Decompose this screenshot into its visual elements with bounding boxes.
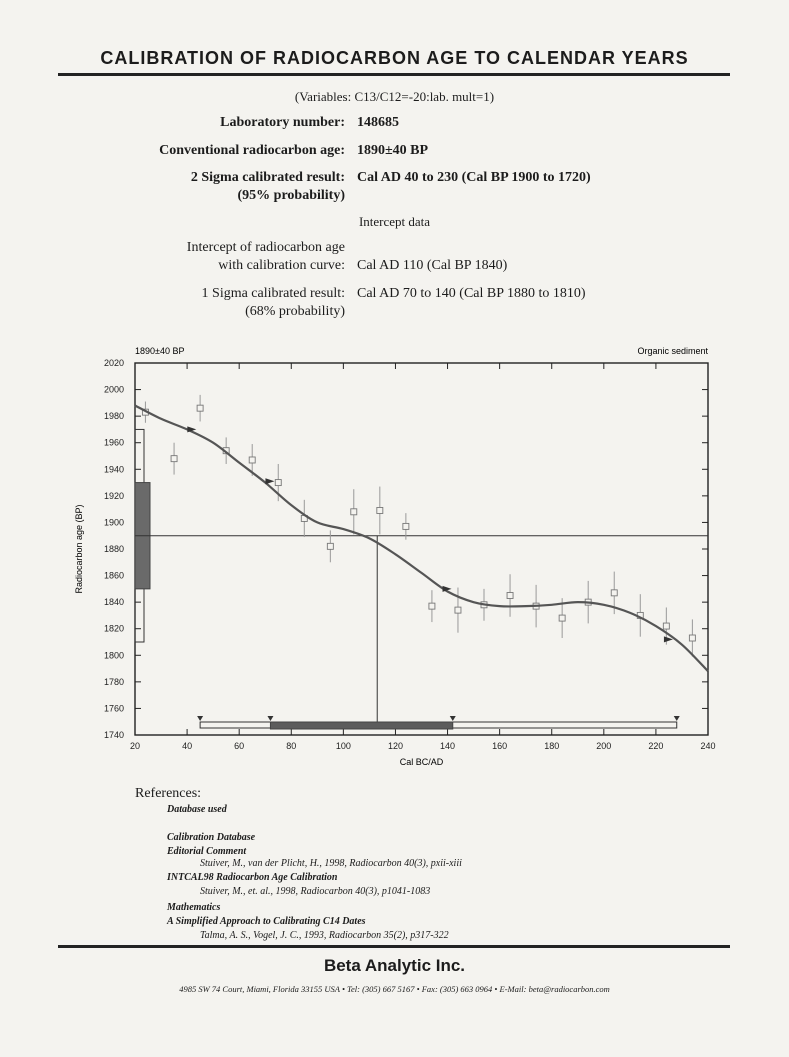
- x-tick-label: 120: [387, 741, 403, 751]
- x-tick-label: 240: [700, 741, 716, 751]
- x-tick-label: 220: [648, 741, 664, 751]
- intercept-label-2: with calibration curve:: [218, 258, 345, 273]
- data-point: [689, 635, 695, 641]
- company-address: 4985 SW 74 Court, Miami, Florida 33155 USA • Tel: (305) 667 5167 • Fax: (305) 663 0964 • E-Mail: beta@radiocarbon.com: [179, 984, 610, 994]
- sigma2-value: Cal AD 40 to 230 (Cal BP 1900 to 1720): [357, 170, 591, 185]
- intercept-label-1: Intercept of radiocarbon age: [186, 240, 345, 255]
- x-tick-label: 60: [234, 741, 245, 751]
- conv-age-value: 1890±40 BP: [357, 143, 429, 158]
- company-name: Beta Analytic Inc.: [323, 956, 466, 975]
- x-tick-label: 20: [129, 741, 141, 751]
- x-tick-label: 180: [544, 741, 560, 751]
- y-tick-label: 1780: [103, 676, 124, 687]
- lab-number-label: Laboratory number:: [220, 115, 345, 130]
- y-tick-label: 1940: [103, 464, 124, 475]
- reference-heading-line: Database used: [167, 804, 227, 815]
- calendar-sigma1-bar: [270, 722, 452, 729]
- top-rule: [58, 73, 730, 76]
- y-tick-label: 1920: [103, 490, 124, 501]
- data-point: [455, 607, 461, 613]
- reference-citation: Stuiver, M., van der Plicht, H., 1998, Radiocarbon 40(3), pxii-xiii: [200, 858, 462, 869]
- calibration-curve: [135, 406, 708, 672]
- data-point: [663, 623, 669, 629]
- sigma2-label: 2 Sigma calibrated result:: [190, 170, 345, 185]
- chart-corner-right: Organic sediment: [637, 346, 708, 356]
- y-tick-label: 1800: [103, 650, 124, 661]
- curve-marker: [265, 478, 274, 484]
- data-point: [275, 480, 281, 486]
- sigma1-value: Cal AD 70 to 140 (Cal BP 1880 to 1810): [357, 286, 586, 301]
- data-point: [559, 615, 565, 621]
- range-marker: [267, 716, 273, 721]
- y-tick-label: 1840: [103, 597, 124, 608]
- reference-heading-line: Editorial Comment: [167, 846, 247, 857]
- calibration-chart: [60, 340, 730, 780]
- data-point: [327, 543, 333, 549]
- x-tick-label: 40: [182, 741, 193, 751]
- reference-heading-line: INTCAL98 Radiocarbon Age Calibration: [167, 872, 338, 883]
- x-tick-label: 200: [596, 741, 612, 751]
- sigma1-label: 1 Sigma calibrated result:: [201, 286, 345, 301]
- intercept-value: Cal AD 110 (Cal BP 1840): [357, 258, 508, 273]
- reference-heading-line: Mathematics: [167, 902, 221, 913]
- x-tick-label: 80: [286, 741, 297, 751]
- reference-citation: Stuiver, M., et. al., 1998, Radiocarbon 40(3), p1041-1083: [200, 886, 431, 897]
- y-tick-label: 2000: [103, 384, 124, 395]
- chart-corner-left: 1890±40 BP: [135, 346, 185, 356]
- data-point: [429, 603, 435, 609]
- references-heading: References:: [135, 786, 202, 801]
- y-tick-label: 1900: [103, 517, 124, 528]
- x-tick-label: 140: [440, 741, 456, 751]
- x-axis-label: Cal BC/AD: [399, 757, 444, 767]
- range-marker: [450, 716, 456, 721]
- y-tick-label: 1860: [103, 570, 124, 581]
- page-title: CALIBRATION OF RADIOCARBON AGE TO CALENDAR YEARS: [100, 48, 689, 68]
- sigma2-prob: (95% probability): [237, 188, 345, 203]
- reference-citation: Talma, A. S., Vogel, J. C., 1993, Radiocarbon 35(2), p317-322: [200, 930, 449, 941]
- range-marker: [674, 716, 680, 721]
- data-point: [171, 456, 177, 462]
- range-marker: [197, 716, 203, 721]
- y-tick-label: 1760: [103, 703, 124, 714]
- reference-heading-line: A Simplified Approach to Calibrating C14 Dates: [167, 916, 366, 927]
- y-tick-label: 1740: [103, 730, 124, 740]
- y-tick-label: 2020: [103, 358, 124, 368]
- y-tick-label: 1960: [103, 437, 124, 448]
- data-point: [197, 405, 203, 411]
- lab-number-value: 148685: [357, 115, 399, 130]
- data-point: [403, 523, 409, 529]
- x-tick-label: 160: [492, 741, 508, 751]
- y-axis-label: Radiocarbon age (BP): [74, 504, 84, 594]
- plot-frame: [135, 363, 708, 735]
- x-tick-label: 100: [335, 741, 351, 751]
- reference-heading-line: Calibration Database: [167, 832, 256, 843]
- y-tick-label: 1820: [103, 623, 124, 634]
- data-point: [351, 509, 357, 515]
- data-point: [249, 457, 255, 463]
- bottom-rule: [58, 945, 730, 948]
- y-tick-label: 1980: [103, 411, 124, 422]
- variables-line: (Variables: C13/C12=-20:lab. mult=1): [294, 89, 495, 104]
- intercept-heading: Intercept data: [358, 214, 431, 229]
- conv-age-label: Conventional radiocarbon age:: [159, 143, 345, 158]
- data-point: [507, 593, 513, 599]
- y-tick-label: 1880: [103, 544, 124, 554]
- sigma1-prob: (68% probability): [245, 304, 345, 319]
- data-point: [611, 590, 617, 596]
- data-point: [377, 507, 383, 513]
